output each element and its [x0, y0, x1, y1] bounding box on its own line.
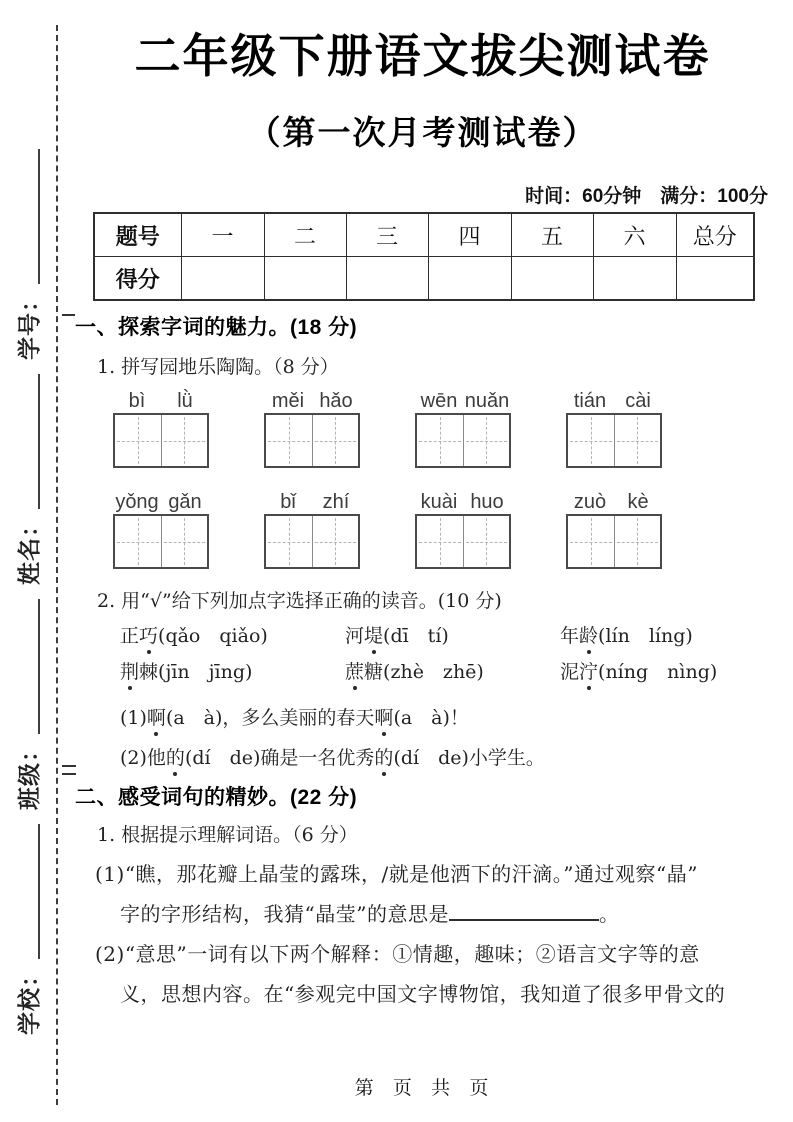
- pinyin-group: [113, 490, 209, 569]
- writing-grid: [566, 514, 662, 569]
- section1-q2-label: 2. 用“√”给下列加点字选择正确的读音。(10 分): [97, 590, 502, 612]
- score-table-header-row: [94, 213, 754, 257]
- grid-cell: [568, 415, 614, 466]
- answer-blank: [449, 918, 599, 921]
- section2-q1-paragraph2-line2: 义，思想内容。在“参观完中国文字博物馆，我知道了很多甲骨文的: [120, 982, 726, 1006]
- grid-cell: [463, 516, 510, 567]
- dotted-character: 啊: [374, 707, 394, 729]
- student-number-label: 学号：: [16, 288, 42, 360]
- score-cell: [264, 257, 346, 301]
- paper-title: 二年级下册语文拔尖测试卷: [134, 30, 711, 82]
- dotted-character: 的: [374, 747, 394, 769]
- pinyin-label: tián cài: [573, 390, 651, 412]
- pinyin-label: měi hǎo: [271, 390, 353, 412]
- seal-dashed-line: [56, 25, 58, 1105]
- pinyin-group: [113, 389, 209, 468]
- score-cell: [676, 257, 754, 301]
- writing-grid: [415, 413, 511, 468]
- fold-mark: [62, 314, 75, 316]
- paper-subtitle: （第一次月考测试卷）: [247, 114, 598, 151]
- grid-cell: [115, 516, 161, 567]
- pronunciation-item: 荆棘(jīn jīng): [120, 661, 253, 683]
- grid-cell: [312, 415, 359, 466]
- fold-mark: [62, 773, 76, 775]
- pinyin-label: kuài huo: [420, 491, 504, 513]
- section1-heading: 一、探索字词的魅力。(18 分): [75, 316, 358, 339]
- score-cell: [593, 257, 676, 301]
- pinyin-grid-row-1: [75, 389, 770, 468]
- score-cell: [346, 257, 428, 301]
- pinyin-group: [264, 389, 360, 468]
- grid-cell: [266, 516, 312, 567]
- pronunciation-item: 年龄(lín líng): [560, 625, 693, 647]
- score-table-score-row: [94, 257, 754, 301]
- column-header: 一: [181, 213, 264, 257]
- class-blank-line: [37, 599, 40, 734]
- dotted-character: 泞: [579, 661, 599, 683]
- column-header: 六: [593, 213, 676, 257]
- pinyin-group: [566, 490, 662, 569]
- section2-q1-paragraph1-line1: (1)“瞧，那花瓣上晶莹的露珠，/就是他洒下的汗滴。”通过观察“晶”: [95, 862, 698, 886]
- grid-cell: [161, 516, 208, 567]
- dotted-character: 啊: [146, 707, 166, 729]
- grid-cell: [568, 516, 614, 567]
- grid-cell: [266, 415, 312, 466]
- writing-grid: [264, 413, 360, 468]
- column-header: 三: [346, 213, 428, 257]
- writing-grid: [113, 514, 209, 569]
- dotted-character: 龄: [579, 625, 599, 647]
- writing-grid: [566, 413, 662, 468]
- pronunciation-item: 泥泞(níng nìng): [560, 661, 718, 683]
- pronunciation-item: 河堤(dī tí): [345, 625, 449, 647]
- student-number-field: [11, 149, 44, 360]
- section2-heading: 二、感受词句的精妙。(22 分): [75, 786, 358, 809]
- column-header: 四: [428, 213, 511, 257]
- pinyin-label: yǒng gǎn: [115, 491, 202, 513]
- school-blank-line: [37, 824, 40, 959]
- school-field: [11, 824, 44, 1035]
- dotted-character: 堤: [364, 625, 384, 647]
- class-field: [11, 599, 44, 810]
- pinyin-group: [415, 389, 511, 468]
- grid-cell: [161, 415, 208, 466]
- score-cell: [428, 257, 511, 301]
- pinyin-group: [566, 389, 662, 468]
- column-header: 五: [511, 213, 593, 257]
- grid-cell: [312, 516, 359, 567]
- name-label: 姓名：: [16, 513, 42, 585]
- pronunciation-item: 蔗糖(zhè zhē): [345, 661, 484, 683]
- section1-q1-label: 1. 拼写园地乐陶陶。（8 分）: [97, 356, 339, 378]
- grid-cell: [417, 516, 463, 567]
- writing-grid: [415, 514, 511, 569]
- section2-q1-label: 1. 根据提示理解词语。（6 分）: [97, 824, 358, 846]
- pronunciation-choice-row-2: [75, 657, 770, 687]
- pinyin-group: [264, 490, 360, 569]
- class-label: 班级：: [16, 738, 42, 810]
- student-number-blank-line: [37, 149, 40, 284]
- column-header: 二: [264, 213, 346, 257]
- pinyin-label: bì lǜ: [128, 390, 193, 412]
- score-cell: [181, 257, 264, 301]
- pronunciation-choice-row-1: [75, 621, 770, 651]
- score-table: [93, 212, 755, 301]
- writing-grid: [264, 514, 360, 569]
- student-info-strip: [6, 90, 48, 1035]
- pinyin-label: bǐ zhí: [280, 491, 350, 513]
- dotted-character: 巧: [139, 625, 159, 647]
- section2-q1-paragraph1-line2: 字的字形结构，我猜“晶莹”的意思是 。: [120, 902, 620, 926]
- grid-cell: [614, 516, 661, 567]
- fold-mark: [62, 765, 76, 767]
- time-score-info: 时间：60分钟 满分：100分: [525, 186, 768, 207]
- column-header: 总分: [676, 213, 754, 257]
- grid-cell: [463, 415, 510, 466]
- writing-grid: [113, 413, 209, 468]
- section1-q2-sentence-2: (2)他的(dí de)确是一名优秀的(dí de)小学生。: [120, 747, 545, 769]
- pinyin-label: zuò kè: [573, 491, 649, 513]
- grid-cell: [614, 415, 661, 466]
- name-blank-line: [37, 374, 40, 509]
- question-number-label: 题号: [94, 213, 181, 257]
- section2-q1-paragraph2-line1: (2)“意思”一词有以下两个解释：①情趣，趣味；②语言文字等的意: [95, 942, 700, 966]
- dotted-character: 荆: [120, 661, 140, 683]
- pinyin-grid-row-2: [75, 490, 770, 569]
- section1-q2-sentence-1: (1)啊(a à)，多么美丽的春天啊(a à)！: [120, 707, 469, 729]
- grid-cell: [115, 415, 161, 466]
- score-label: 得分: [94, 257, 181, 301]
- score-cell: [511, 257, 593, 301]
- grid-cell: [417, 415, 463, 466]
- pinyin-group: [415, 490, 511, 569]
- page-footer: 第 页 共 页: [354, 1078, 491, 1099]
- main-content: [75, 20, 770, 1009]
- dotted-character: 的: [165, 747, 185, 769]
- pinyin-label: wēn nuǎn: [420, 390, 510, 412]
- dotted-character: 蔗: [345, 661, 365, 683]
- pronunciation-item: 正巧(qǎo qiǎo): [120, 625, 268, 647]
- name-field: [11, 374, 44, 585]
- school-label: 学校：: [16, 963, 42, 1035]
